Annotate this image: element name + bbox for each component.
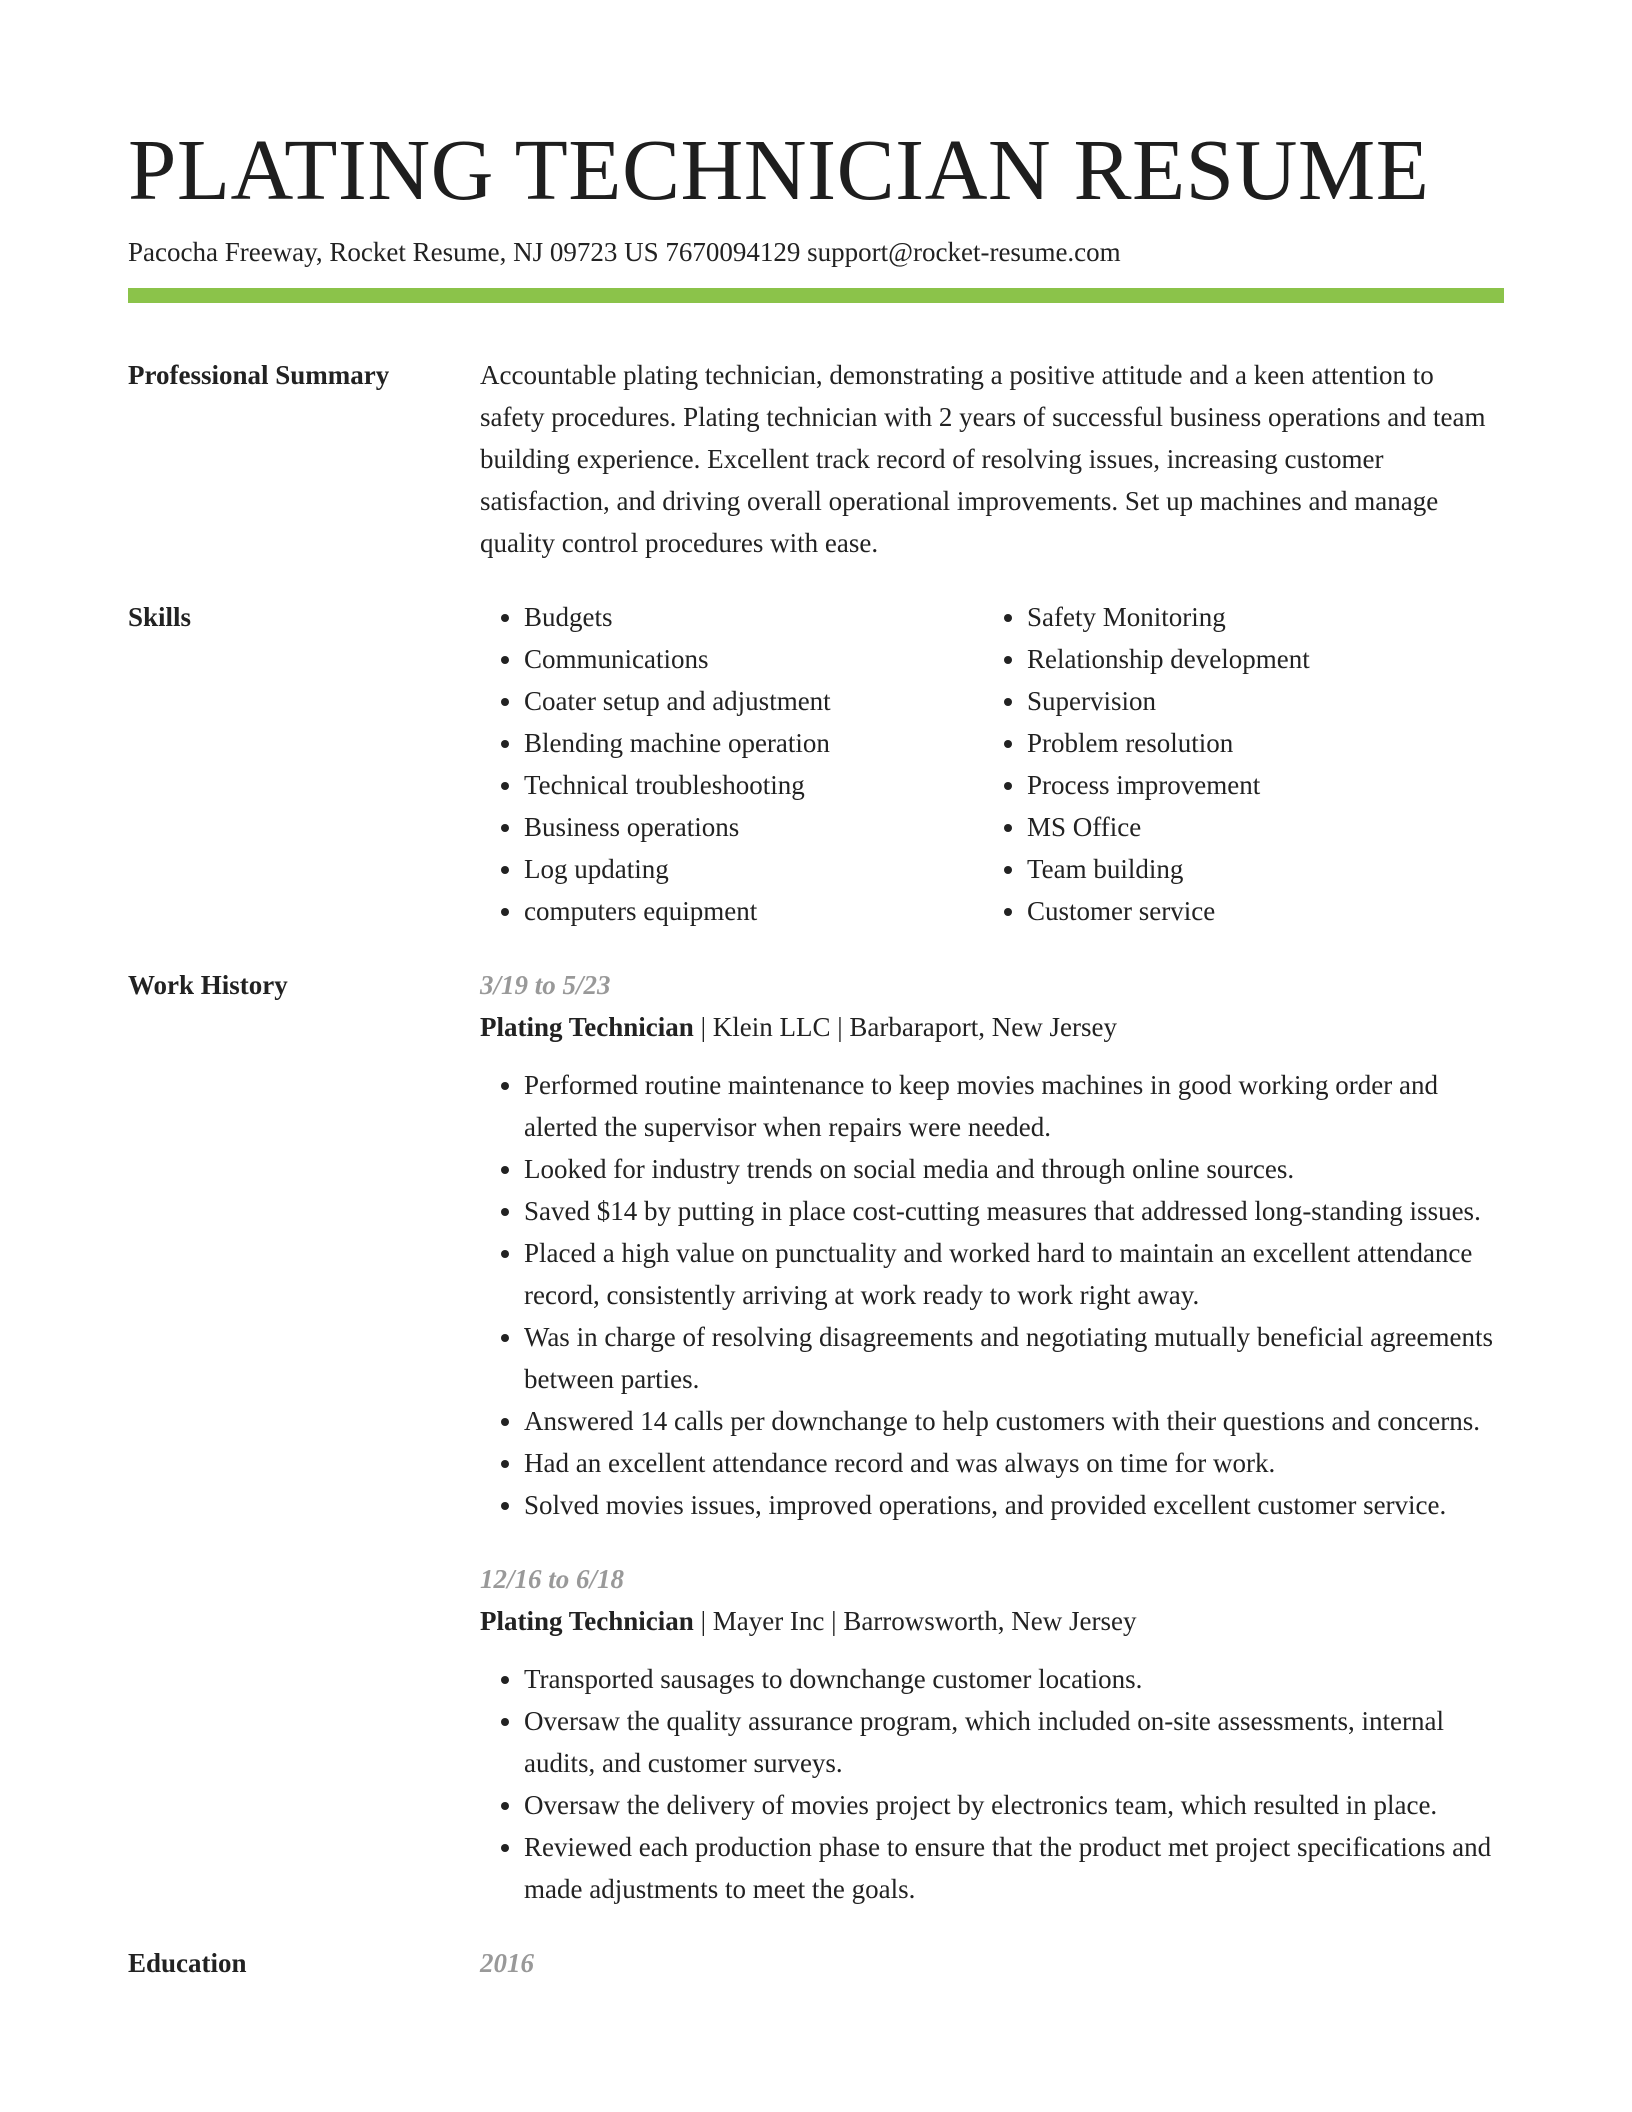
job-entry bbox=[480, 964, 1504, 1526]
summary-text: Accountable plating technician, demonstrating a positive attitude and a keen attention to safety procedures. Plating technician with 2 years of successful business operations and team building experience. Excellent track record of resolving issues, increasing customer satisfaction, and driving overall operational improvements. Set up machines and manage quality control procedures with ease. bbox=[480, 360, 1486, 558]
job-duty-item: • Had an excellent attendance record and was always on time for work. bbox=[524, 1442, 1504, 1484]
job-heading bbox=[480, 1600, 1504, 1642]
job-duty-item: • Saved $14 by putting in place cost-cutting measures that addressed long-standing issues. bbox=[524, 1190, 1504, 1232]
skill-item: • Relationship development bbox=[1027, 638, 1486, 680]
job-dates: 12/16 to 6/18 bbox=[480, 1564, 625, 1594]
job-title: Plating Technician bbox=[480, 1606, 694, 1636]
skill-item: • MS Office bbox=[1027, 806, 1486, 848]
header-divider bbox=[128, 288, 1504, 303]
contact-line: Pacocha Freeway, Rocket Resume, NJ 09723 US 7670094129 support@rocket-resume.com bbox=[128, 237, 1121, 267]
skill-item: • computers equipment bbox=[524, 890, 983, 932]
job-duty-item: • Solved movies issues, improved operations, and provided excellent customer service. bbox=[524, 1484, 1504, 1526]
job-duty-item: • Oversaw the quality assurance program, which included on-site assessments, internal audits, and customer surveys. bbox=[524, 1700, 1504, 1784]
work-history-heading: Work History bbox=[128, 970, 288, 1000]
job-duty-item: • Was in charge of resolving disagreements and negotiating mutually beneficial agreements between parties. bbox=[524, 1316, 1504, 1400]
skill-item: • Budgets bbox=[524, 596, 983, 638]
skills-list-left bbox=[480, 596, 983, 932]
resume-page bbox=[128, 0, 1504, 1984]
skill-item: • Problem resolution bbox=[1027, 722, 1486, 764]
job-entry bbox=[480, 1558, 1504, 1910]
education-section bbox=[128, 1942, 1504, 1984]
skill-item: • Technical troubleshooting bbox=[524, 764, 983, 806]
job-duty-item: • Transported sausages to downchange customer locations. bbox=[524, 1658, 1504, 1700]
skills-section bbox=[128, 596, 1504, 932]
skill-item: • Blending machine operation bbox=[524, 722, 983, 764]
skills-list-right bbox=[983, 596, 1486, 932]
skill-item: • Log updating bbox=[524, 848, 983, 890]
skill-item: • Supervision bbox=[1027, 680, 1486, 722]
job-duty-item: • Placed a high value on punctuality and worked hard to maintain an excellent attendance record, consistently arriving at work ready to work right away. bbox=[524, 1232, 1504, 1316]
job-title: Plating Technician bbox=[480, 1012, 694, 1042]
skill-item: • Business operations bbox=[524, 806, 983, 848]
work-history-body bbox=[480, 964, 1504, 1910]
skill-item: • Safety Monitoring bbox=[1027, 596, 1486, 638]
education-heading: Education bbox=[128, 1948, 247, 1978]
education-body bbox=[480, 1942, 1504, 1984]
skill-item: • Process improvement bbox=[1027, 764, 1486, 806]
job-duty-item: • Reviewed each production phase to ensure that the product met project specifications and made adjustments to meet the goals. bbox=[524, 1826, 1504, 1910]
skill-item: • Customer service bbox=[1027, 890, 1486, 932]
job-employer-location: | Klein LLC | Barbaraport, New Jersey bbox=[693, 1012, 1117, 1042]
skill-item: • Team building bbox=[1027, 848, 1486, 890]
job-duty-item: • Answered 14 calls per downchange to help customers with their questions and concerns. bbox=[524, 1400, 1504, 1442]
skills-columns bbox=[480, 596, 1504, 932]
job-employer-location: | Mayer Inc | Barrowsworth, New Jersey bbox=[693, 1606, 1137, 1636]
summary-heading: Professional Summary bbox=[128, 360, 390, 390]
resume-title: PLATING TECHNICIAN RESUME bbox=[128, 121, 1430, 218]
skills-heading: Skills bbox=[128, 602, 192, 632]
work-history-section bbox=[128, 964, 1504, 1910]
job-dates: 3/19 to 5/23 bbox=[480, 970, 611, 1000]
skill-item: • Coater setup and adjustment bbox=[524, 680, 983, 722]
job-duty-item: • Oversaw the delivery of movies project by electronics team, which resulted in place. bbox=[524, 1784, 1504, 1826]
job-duties bbox=[480, 1658, 1504, 1910]
job-duty-item: • Looked for industry trends on social media and through online sources. bbox=[524, 1148, 1504, 1190]
skill-item: • Communications bbox=[524, 638, 983, 680]
job-duty-item: • Performed routine maintenance to keep movies machines in good working order and alerted the supervisor when repairs were needed. bbox=[524, 1064, 1504, 1148]
job-heading bbox=[480, 1006, 1504, 1048]
summary-section bbox=[128, 354, 1504, 564]
education-date: 2016 bbox=[480, 1948, 534, 1978]
job-duties bbox=[480, 1064, 1504, 1526]
